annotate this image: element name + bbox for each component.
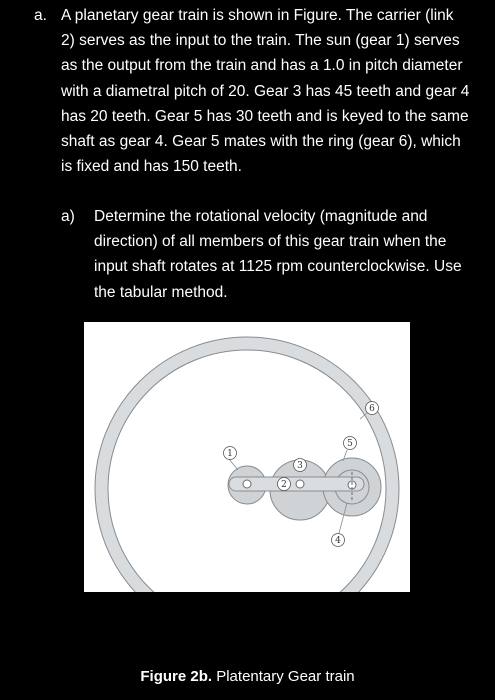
gear-train-figure	[84, 322, 410, 592]
label-gear-6	[366, 402, 379, 415]
label-gear-4	[332, 534, 345, 547]
label-gear-5	[344, 437, 357, 450]
label-gear-1	[224, 447, 237, 460]
pin-planet-3	[296, 480, 304, 488]
figure-caption	[0, 666, 495, 688]
gear-train-diagram	[84, 322, 410, 592]
figure-caption-number: Figure 2b.	[140, 668, 213, 685]
label-gear-3	[294, 459, 307, 472]
problem-text: A planetary gear train is shown in Figure. The carrier (link 2) serves as the input to the train. The sun (gear 1) serves as the output from the train and has a 1.0 in pitch diameter with a diametral pitch of 20. Gear 3 has 45 teeth and gear 4 has 20 teeth. Gear 5 has 30 teeth and is keyed to the same shaft as gear 4. Gear 5 mates with the ring (gear 6), which is fixed and has 150 teeth.	[61, 7, 470, 176]
pin-sun	[243, 480, 251, 488]
svg-text:1: 1	[227, 449, 233, 459]
subquestion-marker: a)	[61, 208, 75, 225]
svg-text:5: 5	[347, 439, 353, 449]
subquestion-text: Determine the rotational velocity (magnitude and direction) of all members of this gear train when the input shaft rotates at 1125 rpm counterclockwise. Use the tabular method.	[94, 208, 462, 301]
svg-text:3: 3	[297, 461, 303, 471]
svg-text:6: 6	[369, 404, 375, 414]
svg-text:2: 2	[281, 480, 287, 490]
label-gear-2	[278, 478, 291, 491]
figure-caption-text: Platentary Gear train	[216, 668, 355, 685]
problem-marker: a.	[34, 7, 47, 24]
svg-text:4: 4	[335, 536, 341, 546]
